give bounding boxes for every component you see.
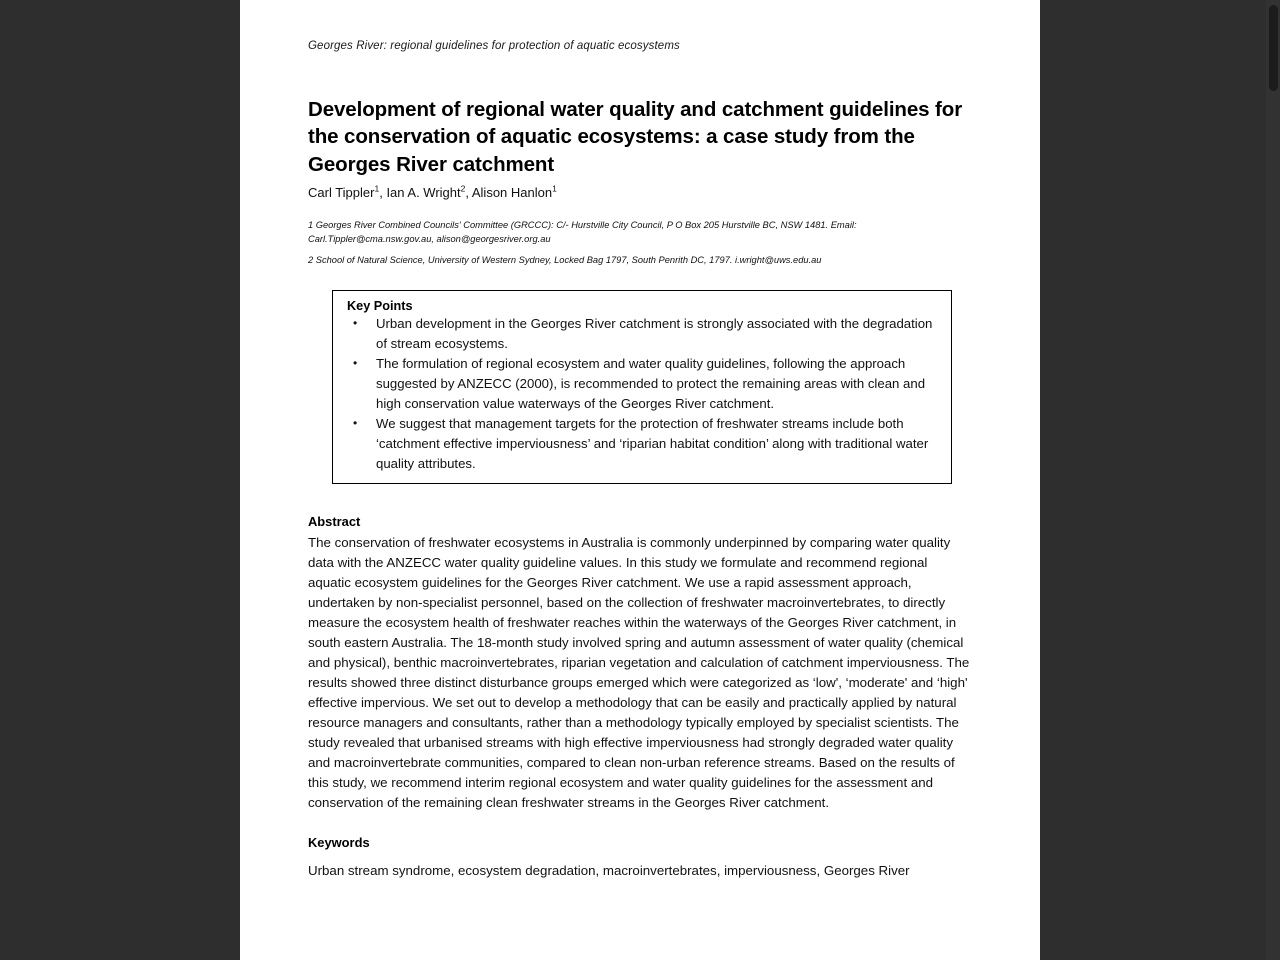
author-list — [308, 178, 973, 202]
key-points-list — [343, 314, 941, 475]
list-item — [343, 314, 941, 354]
running-head: Georges River: regional guidelines for protection of aquatic ecosystems — [308, 40, 680, 52]
bullet-icon: • — [353, 315, 358, 330]
affiliation-block — [308, 202, 973, 268]
author-affiliation-marker: 1 — [552, 183, 557, 194]
bullet-icon: • — [353, 416, 358, 431]
page-title: Development of regional water quality and catchment guidelines for the conservation of aquatic ecosystems: a case study from the Georges River catchment — [308, 98, 963, 176]
affiliation-item: 2 School of Natural Science, University of Western Sydney, Locked Bag 1797, South Penrith DC, 1797. i.wright@uws.edu.au — [308, 255, 822, 266]
affiliation-item: 1 Georges River Combined Councils' Committee (GRCCC): C/- Hurstville City Council, P O Box 205 Hurstville BC, NSW 1481. Email: Carl.Tippler@cma.nsw.gov.au, alison@georgesriver.org.au — [308, 219, 857, 245]
author-separator: , — [379, 184, 387, 200]
bullet-icon: • — [353, 355, 358, 370]
vertical-scrollbar-thumb[interactable] — [1269, 5, 1278, 91]
list-item — [343, 354, 941, 414]
list-item — [343, 414, 941, 474]
author-name: Ian A. Wright — [386, 184, 461, 200]
abstract-heading: Abstract — [308, 514, 361, 530]
author-name: Alison Hanlon — [471, 184, 553, 200]
document-page — [240, 0, 1040, 960]
author-affiliation-marker: 2 — [460, 183, 466, 194]
keywords-text: Urban stream syndrome, ecosystem degradation, macroinvertebrates, imperviousness, Georges River — [308, 863, 910, 879]
key-points-heading: Key Points — [347, 298, 413, 313]
page-content-area — [308, 0, 973, 960]
key-points-box — [332, 290, 952, 485]
list-item-text: Urban development in the Georges River catchment is strongly associated with the degradation of stream ecosystems. — [376, 315, 933, 351]
keywords-heading: Keywords — [308, 835, 370, 851]
author-affiliation-marker: 1 — [374, 183, 380, 194]
vertical-scrollbar-track[interactable] — [1266, 0, 1280, 960]
author-separator: , — [465, 184, 472, 200]
list-item-text: The formulation of regional ecosystem and water quality guidelines, following the approach suggested by ANZECC (2000), is recommended to protect the remaining areas with clean and high conservation value waterways of the Georges River catchment. — [376, 355, 926, 412]
abstract-text: The conservation of freshwater ecosystems in Australia is commonly underpinned by comparing water quality data with the ANZECC water quality guideline values. In this study we formulate and recommend regional aquatic ecosystem guidelines for the Georges River catchment. We use a rapid assessment approach, undertaken by non-specialist personnel, based on the collection of freshwater macroinvertebrates, to directly measure the ecosystem health of freshwater reaches within the waterways of the Georges River catchment, in south eastern Australia. The 18-month study involved spring and autumn assessment of water quality (chemical and physical), benthic macroinvertebrates, riparian vegetation and calculation of catchment imperviousness. The results showed three distinct disturbance groups emerged which were categorized as ‘low', ‘moderate' and ‘high' effective impervious. We set out to develop a methodology that can be easily and practically applied by natural resource managers and consultants, rather than a methodology typically employed by specialist scientists. The study revealed that urbanised streams with high effective imperviousness had strongly degraded water quality and macroinvertebrate communities, compared to clean non-urban reference streams. Based on the results of this study, we recommend interim regional ecosystem and water quality guidelines for the assessment and conservation of the remaining clean freshwater streams in the Georges River catchment. — [308, 535, 970, 811]
list-item-text: We suggest that management targets for the protection of freshwater streams include both ‘catchment effective imperviousness’ and ‘riparian habitat condition’ along with traditional water quality attributes. — [376, 416, 929, 472]
author-name: Carl Tippler — [308, 184, 375, 200]
